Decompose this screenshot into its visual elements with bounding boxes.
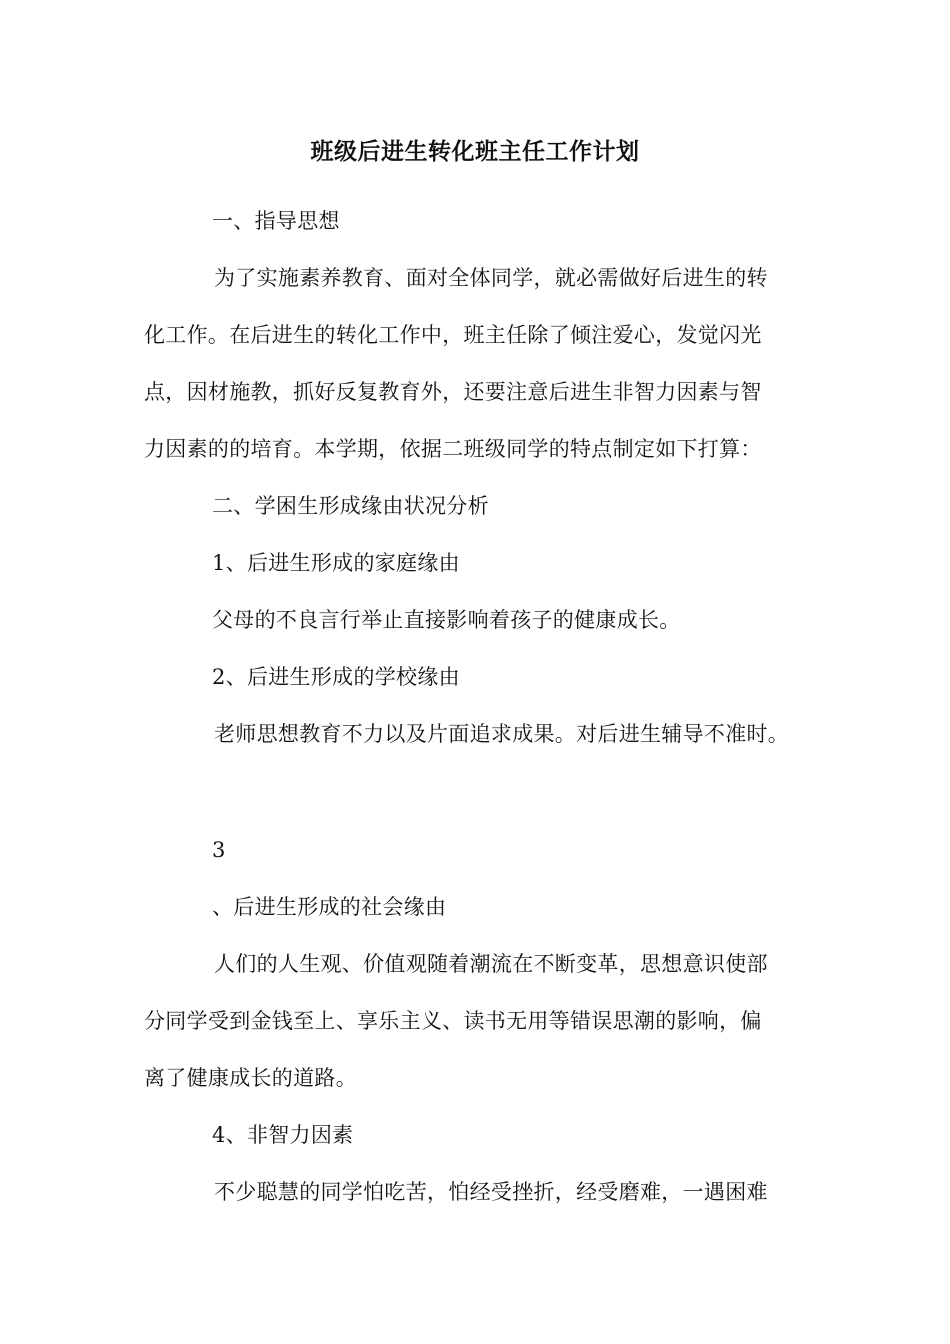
paragraph-line: 为了实施素养教育、面对全体同学，就必需做好后进生的转 — [214, 266, 768, 290]
section-heading-2: 二、学困生形成缘由状况分析 — [212, 494, 489, 518]
paragraph-line: 点，因材施教，抓好反复教育外，还要注意后进生非智力因素与智 — [144, 380, 762, 404]
paragraph-line: 人们的人生观、价值观随着潮流在不断变革，思想意识使部 — [214, 952, 768, 976]
subheading-3-number: 3 — [212, 838, 226, 862]
subheading-2: 2、后进生形成的学校缘由 — [212, 665, 460, 689]
paragraph-line: 力因素的的培育。本学期，依据二班级同学的特点制定如下打算： — [144, 437, 762, 461]
subheading-3-text: 、后进生形成的社会缘由 — [212, 895, 447, 919]
section-heading-1: 一、指导思想 — [212, 209, 340, 233]
subheading-1: 1、后进生形成的家庭缘由 — [212, 551, 460, 575]
paragraph-line: 不少聪慧的同学怕吃苦，怕经受挫折，经受磨难，一遇困难 — [214, 1180, 768, 1204]
paragraph-line: 离了健康成长的道路。 — [144, 1066, 357, 1090]
paragraph-line: 老师思想教育不力以及片面追求成果。对后进生辅导不准时。 — [214, 722, 790, 746]
paragraph-line: 分同学受到金钱至上、享乐主义、读书无用等错误思潮的影响，偏 — [144, 1009, 762, 1033]
paragraph-line: 化工作。在后进生的转化工作中，班主任除了倾注爱心，发觉闪光 — [144, 323, 762, 347]
subheading-4: 4、非智力因素 — [212, 1123, 354, 1147]
paragraph-line: 父母的不良言行举止直接影响着孩子的健康成长。 — [212, 608, 681, 632]
document-title: 班级后进生转化班主任工作计划 — [310, 138, 640, 165]
